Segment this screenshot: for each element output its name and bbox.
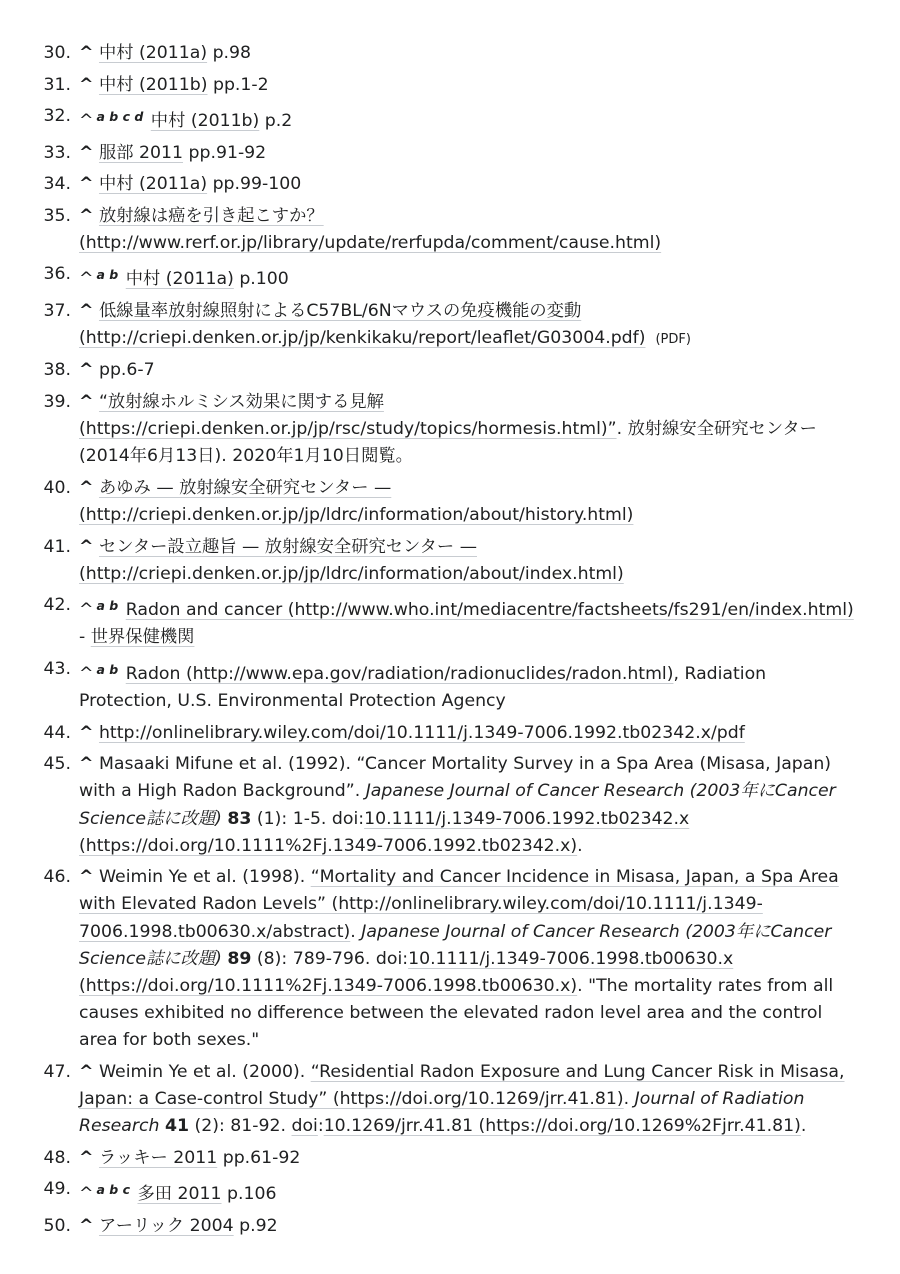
backlink-caret[interactable]: ^ bbox=[79, 754, 94, 775]
reference-text: p.92 bbox=[233, 1215, 278, 1236]
reference-link[interactable]: あゆみ — 放射線安全研究センター — (http://criepi.denken.or.jp/jp/ldrc/information/about/history.html) bbox=[79, 477, 634, 526]
reference-link[interactable]: 中村 (2011a) bbox=[98, 43, 208, 63]
reference-text: pp.61-92 bbox=[217, 1147, 301, 1168]
backlink-caret[interactable]: ^ bbox=[79, 142, 94, 163]
reference-item bbox=[43, 592, 860, 651]
reference-number: 35. bbox=[43, 205, 71, 226]
reference-text: . bbox=[800, 1116, 807, 1137]
reference-link[interactable]: 中村 (2011b) bbox=[150, 111, 260, 131]
backlink-letters[interactable]: a b c bbox=[96, 1182, 130, 1198]
reference-number: 36. bbox=[43, 264, 71, 285]
reference-number: 30. bbox=[43, 43, 71, 63]
reference-link[interactable]: “Residential Radon Exposure and Lung Cancer Risk in Misasa, Japan: a Case-control Study” (https://doi.org/10.1269/jrr.41.81) bbox=[79, 1061, 845, 1110]
backlink-letters[interactable]: a b c d bbox=[96, 109, 144, 124]
reference-number: 41. bbox=[43, 536, 71, 557]
reference-number: 44. bbox=[43, 722, 71, 743]
backlink-caret[interactable]: ^ bbox=[79, 536, 94, 557]
reference-item bbox=[43, 389, 860, 471]
reference-text: . bbox=[623, 1089, 635, 1110]
reference-link[interactable]: 中村 (2011a) bbox=[125, 269, 234, 290]
reference-item bbox=[43, 203, 860, 257]
backlink-letters[interactable]: a b bbox=[96, 598, 119, 614]
reference-item bbox=[43, 140, 860, 167]
reference-text: . bbox=[577, 835, 583, 856]
reference-text: (8): 789-796. doi: bbox=[251, 948, 409, 969]
reference-number: 31. bbox=[43, 74, 71, 95]
reference-link[interactable]: 多田 2011 bbox=[137, 1184, 222, 1205]
reference-item bbox=[43, 261, 860, 293]
reference-text: . 放射線安全研究センター (2014年6月13日). 2020年1月10日閲覧。 bbox=[79, 419, 817, 467]
reference-text: Japanese Journal of Cancer Research (2003年にCancer Science誌に改題) bbox=[79, 921, 832, 969]
reference-text: 83 bbox=[227, 808, 252, 829]
backlink-caret[interactable]: ^ bbox=[79, 174, 94, 194]
reference-text: 41 bbox=[164, 1116, 189, 1137]
reference-item bbox=[43, 534, 860, 588]
backlink-caret: ^ bbox=[79, 663, 94, 684]
reference-link[interactable]: 10.1269/jrr.41.81 (https://doi.org/10.1269%2Fjrr.41.81) bbox=[323, 1116, 801, 1137]
backlink-caret: ^ bbox=[79, 600, 94, 621]
reference-text: Masaaki Mifune et al. (1992). “Cancer Mortality Survey in a Spa Area (Misasa, Japan) with a High Radon Background”. bbox=[79, 754, 832, 802]
reference-item bbox=[43, 171, 860, 198]
backlink-letters[interactable]: a b bbox=[96, 267, 119, 283]
reference-item bbox=[43, 1213, 860, 1240]
reference-item bbox=[43, 720, 860, 747]
backlink-caret[interactable]: ^ bbox=[79, 391, 94, 412]
reference-number: 42. bbox=[43, 595, 71, 616]
reference-item bbox=[43, 1176, 860, 1208]
reference-text: pp.91-92 bbox=[183, 142, 267, 163]
backlink-caret[interactable]: ^ bbox=[79, 1215, 94, 1236]
reference-text: Japanese Journal of Cancer Research (2003年にCancer Science誌に改題) bbox=[79, 781, 836, 829]
reference-text: p.98 bbox=[207, 43, 252, 63]
reference-text: (2): 81-92. bbox=[189, 1116, 292, 1137]
backlink-caret[interactable]: ^ bbox=[79, 477, 94, 498]
backlink-letters[interactable]: a b bbox=[96, 661, 119, 677]
backlink-caret: ^ bbox=[79, 1184, 94, 1205]
reference-link[interactable]: 中村 (2011a) bbox=[98, 174, 208, 194]
backlink-caret[interactable]: ^ bbox=[79, 360, 94, 381]
reference-text: - bbox=[79, 627, 91, 648]
reference-text: . bbox=[350, 921, 362, 942]
reference-link[interactable]: 放射線は癌を引き起こすか？ (http://www.rerf.or.jp/library/update/rerfupda/comment/cause.html) bbox=[79, 205, 662, 253]
reference-text: . "The mortality rates from all causes exhibited no difference between the elevated radon level area and the control area for both sexes." bbox=[79, 976, 834, 1051]
reference-link[interactable]: “放射線ホルミシス効果に関する見解 (https://criepi.denken.or.jp/jp/rsc/study/topics/hormesis.html)” bbox=[79, 391, 617, 440]
reference-number: 46. bbox=[43, 867, 71, 888]
backlink-caret: ^ bbox=[79, 269, 94, 290]
reference-number: 33. bbox=[43, 142, 71, 163]
reference-text: p.2 bbox=[259, 111, 293, 131]
reference-link[interactable]: ラッキー 2011 bbox=[98, 1147, 218, 1168]
reference-text: (1): 1-5. doi: bbox=[251, 808, 365, 829]
reference-link[interactable]: 10.1111/j.1349-7006.1998.tb00630.x (https://doi.org/10.1111%2Fj.1349-7006.1998.tb00630.x) bbox=[79, 948, 734, 997]
backlink-caret[interactable]: ^ bbox=[79, 74, 94, 95]
reference-text: pp.6-7 bbox=[98, 360, 155, 381]
reference-link[interactable]: アーリック 2004 bbox=[98, 1215, 234, 1236]
reference-number: 37. bbox=[43, 300, 71, 321]
reference-number: 38. bbox=[43, 360, 71, 381]
reference-item bbox=[43, 357, 860, 384]
reference-text: Weimin Ye et al. (1998). bbox=[98, 867, 311, 888]
reference-text: 89 bbox=[227, 948, 252, 969]
backlink-caret[interactable]: ^ bbox=[79, 722, 94, 743]
reference-link[interactable]: “Mortality and Cancer Incidence in Misasa, Japan, a Spa Area with Elevated Radon Levels” (http://onlinelibrary.wiley.com/doi/10.1111/j.1349-7006.1998.tb00630.x/abstract) bbox=[79, 867, 839, 942]
reference-link[interactable]: doi bbox=[291, 1116, 318, 1137]
backlink-caret[interactable]: ^ bbox=[79, 43, 94, 63]
reference-item bbox=[43, 656, 860, 715]
reference-text: Journal of Radiation Research bbox=[79, 1089, 805, 1137]
reference-number: 48. bbox=[43, 1147, 71, 1168]
reference-link[interactable]: 低線量率放射線照射によるC57BL/6Nマウスの免疫機能の変動 (http://criepi.denken.or.jp/jp/kenkikaku/report/leaflet/G03004.pdf) bbox=[79, 300, 646, 348]
reference-item bbox=[43, 864, 860, 1054]
reference-link[interactable]: Radon and cancer (http://www.who.int/mediacentre/factsheets/fs291/en/index.html) bbox=[125, 600, 854, 621]
reference-link[interactable]: http://onlinelibrary.wiley.com/doi/10.1111/j.1349-7006.1992.tb02342.x/pdf bbox=[98, 722, 745, 743]
backlink-caret[interactable]: ^ bbox=[79, 1147, 94, 1168]
reference-item bbox=[43, 1145, 860, 1172]
reference-number: 47. bbox=[43, 1061, 71, 1082]
reference-text: p.100 bbox=[233, 269, 289, 290]
reference-number: 49. bbox=[43, 1179, 71, 1200]
reference-number: 40. bbox=[43, 477, 71, 498]
reference-text: pp.99-100 bbox=[207, 174, 302, 194]
reference-number: 45. bbox=[43, 754, 71, 775]
reference-link[interactable]: 世界保健機関 bbox=[90, 627, 195, 648]
reference-number: 34. bbox=[43, 174, 71, 194]
backlink-caret[interactable]: ^ bbox=[79, 867, 94, 888]
reference-link[interactable]: Radon (http://www.epa.gov/radiation/radionuclides/radon.html) bbox=[125, 663, 674, 684]
reference-link[interactable]: センター設立趣旨 — 放射線安全研究センター — (http://criepi.denken.or.jp/jp/ldrc/information/about/index.html) bbox=[79, 536, 624, 584]
backlink-caret[interactable]: ^ bbox=[79, 1061, 94, 1082]
reference-text: Weimin Ye et al. (2000). bbox=[98, 1061, 311, 1082]
reference-link[interactable]: 10.1111/j.1349-7006.1992.tb02342.x (https://doi.org/10.1111%2Fj.1349-7006.1992.tb02342.x) bbox=[79, 808, 690, 856]
reference-item bbox=[43, 72, 860, 99]
reference-text: : bbox=[317, 1116, 324, 1137]
backlink-caret: ^ bbox=[79, 111, 94, 131]
reference-link[interactable]: 服部 2011 bbox=[98, 142, 184, 163]
reference-item bbox=[43, 298, 860, 353]
reference-number: 50. bbox=[43, 1215, 71, 1236]
reference-item bbox=[43, 751, 860, 860]
reference-text: , Radiation Protection, U.S. Environmental Protection Agency bbox=[79, 663, 767, 712]
backlink-caret[interactable]: ^ bbox=[79, 300, 94, 321]
reference-number: 32. bbox=[43, 106, 71, 126]
backlink-caret[interactable]: ^ bbox=[79, 205, 94, 226]
format-tag: (PDF) bbox=[655, 331, 691, 347]
reference-item bbox=[43, 103, 860, 135]
reference-link[interactable]: 中村 (2011b) bbox=[98, 74, 208, 95]
reference-number: 43. bbox=[43, 658, 71, 679]
reference-item bbox=[43, 475, 860, 529]
reference-text: p.106 bbox=[221, 1184, 277, 1205]
reference-item bbox=[43, 1059, 860, 1141]
reference-item bbox=[43, 40, 860, 67]
reference-text: pp.1-2 bbox=[207, 74, 269, 95]
reference-number: 39. bbox=[43, 391, 71, 412]
